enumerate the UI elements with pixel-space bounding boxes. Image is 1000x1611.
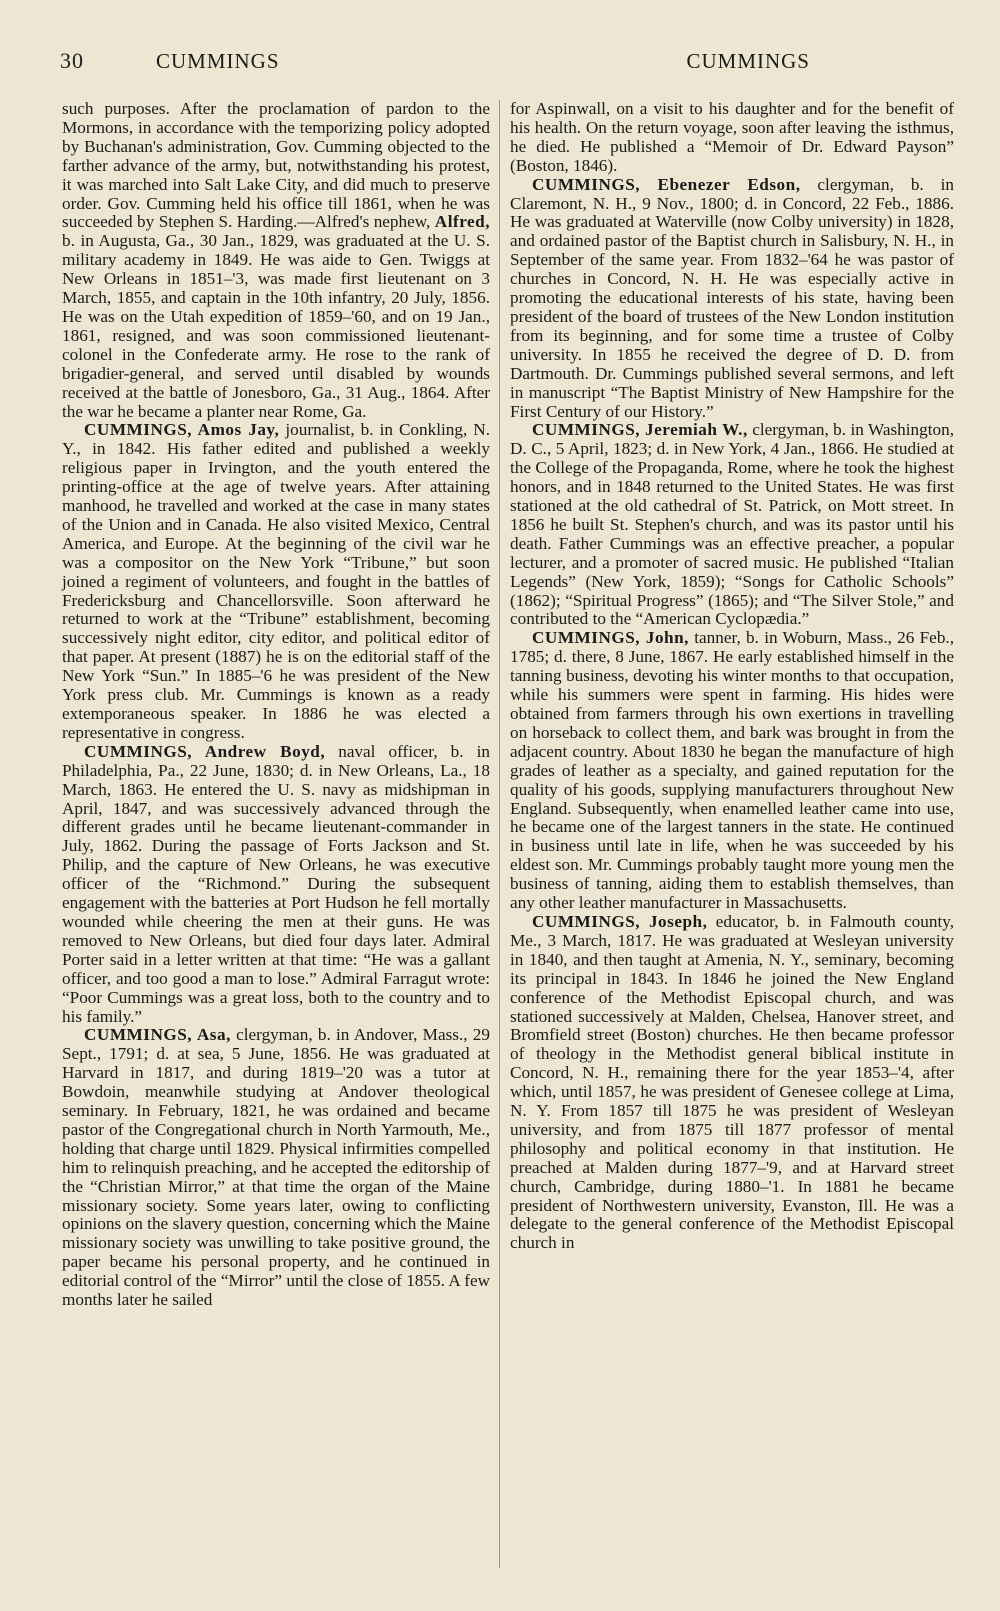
entry-text: clergyman, b. in Claremont, N. H., 9 Nov., 1800; d. in Concord, 22 Feb., 1886. He was graduated at Waterville (now Colby university) in 1828, and ordained pastor of the Baptist church in Salisbury, N. H., in September of the same year. From 1832–'64 he was pastor of churches in Concord, N. H. He was especially active in promoting the educational interests of his state, having been president of the board of trustees of the New London institution from its beginning, and for some time a trustee of Colby university. In 1855 he received the degree of D. D. from Dartmouth. Dr. Cummings published several sermons, and left in manuscript “The Baptist Ministry of New Hampshire for the First Century of our History.” <box>510 174 955 421</box>
entry-asa-continued <box>510 100 954 176</box>
entry-text: tanner, b. in Woburn, Mass., 26 Feb., 1785; d. there, 8 June, 1867. He early established himself in the tanning business, devoting his winter months to that occupation, while his summers were spent in farming. His hides were obtained from farmers through his own exertions in travelling on horseback to collect them, and bark was brought in from the adjacent country. About 1830 he began the manufacture of high grades of leather as a specialty, and gained reputation for the quality of his goods, supplying manufacturers throughout New England. Subsequently, when enamelled leather came into use, he became one of the largest tanners in the state. He continued in business until late in life, when he was succeeded by his eldest son. Mr. Cummings probably taught more young men the business of tanning, aiding them to establish themselves, than any other leather manufacturer in Massachusetts. <box>510 628 955 913</box>
entry-name: CUMMINGS, John, <box>532 628 689 648</box>
right-column <box>510 100 954 1253</box>
entry-text: educator, b. in Falmouth county, Me., 3 March, 1817. He was graduated at Wesleyan university in 1840, and then taught at Amenia, N. Y., seminary, becoming its principal in 1843. In 1846 he joined the New England conference of the Methodist Episcopal church, and was stationed successively at Malden, Chelsea, Hanover street, and Bromfield street (Boston) churches. He then became professor of theology in the Methodist general biblical institute in Concord, N. H., remaining there for the year 1853–'4, after which, until 1857, he was president of Genesee college at Lima, N. Y. From 1857 till 1875 he was president of Wesleyan university, and from 1875 till 1877 professor of mental philosophy and political economy in that institution. He preached at Malden during 1877–'9, and at Harvard street church, Cambridge, during 1880–'1. In 1881 he became president of Northwestern university, Evanston, Ill. He was a delegate to the general conference of the Methodist Episcopal church in <box>510 911 955 1253</box>
entry-text: journalist, b. in Conkling, N. Y., in 1842. His father edited and published a weekly religious paper in Irvington, and the youth entered the printing-office at the age of twelve years. After attaining manhood, he travelled and worked at the case in many states of the Union and in Canada. He also visited Mexico, Central America, and Europe. At the beginning of the civil war he was a compositor on the New York “Tribune,” but soon joined a regiment of volunteers, and fought in the battles of Fredericksburg and Chancellorsville. Soon afterward he returned to work at the “Tribune” establishment, becoming successively night editor, city editor, and political editor of that paper. At present (1887) he is on the editorial staff of the New York “Sun.” In 1885–'6 he was president of the New York press club. Mr. Cummings is known as a ready extemporaneous speaker. In 1886 he was elected a representative in congress. <box>62 420 490 742</box>
entry-name: CUMMINGS, Asa, <box>84 1025 231 1045</box>
right-running-head: CUMMINGS <box>686 49 810 73</box>
entry-text: for Aspinwall, on a visit to his daughter and for the benefit of his health. On the return voyage, soon after leaving the isthmus, he died. He published a “Memoir of Dr. Edward Payson” (Boston, 1846). <box>510 99 954 175</box>
left-running-head: CUMMINGS <box>156 49 280 73</box>
entry-text: b. in Augusta, Ga., 30 Jan., 1829, was graduated at the U. S. military academy in 1849. He was aide to Gen. Twiggs at New Orleans in 1851–'3, was made first lieutenant on 3 March, 1855, and captain in the 10th infantry, 20 July, 1856. He was on the Utah expedition of 1859–'60, and on 19 Jan., 1861, resigned, and was soon commissioned lieutenant-colonel in the Confederate army. He rose to the rank of brigadier-general, and served until disabled by wounds received at the battle of Jonesboro, Ga., 31 Aug., 1864. After the war he became a planter near Rome, Ga. <box>62 231 490 421</box>
entry-joseph <box>510 913 954 1253</box>
entry-text: naval officer, b. in Philadelphia, Pa., 22 June, 1830; d. in New Orleans, La., 18 March, 1863. He entered the U. S. navy as midshipman in April, 1847, and was successively advanced through the different grades until he became lieutenant-commander in July, 1862. During the passage of Forts Jackson and St. Philip, and the capture of New Orleans, he was executive officer of the “Richmond.” During the subsequent engagement with the batteries at Port Hudson he fell mortally wounded while cheering the men at their guns. He was removed to New Orleans, but died four days later. Admiral Porter said in a letter written at that time: “He was a gallant officer, and too good a man to lose.” Admiral Farragut wrote: “Poor Cummings was a great loss, both to the country and to his family.” <box>62 741 490 1026</box>
entry-text: such purposes. After the proclamation of pardon to the Mormons, in accordance with the temporizing policy adopted by Buchanan's administration, Gov. Cumming objected to the farther advance of the army, but, notwithstanding his protest, it was marched into Salt Lake City, and did much to preserve order. Gov. Cumming held his office till 1861, when he was succeeded by Stephen S. Harding.—Alfred's nephew, <box>62 99 490 232</box>
entry-name: CUMMINGS, Jeremiah W., <box>532 420 748 440</box>
column-divider <box>499 100 500 1568</box>
entry-amos-jay <box>62 421 490 742</box>
entry-name: CUMMINGS, Joseph, <box>532 911 708 931</box>
entry-jeremiah-w <box>510 421 954 629</box>
page-number: 30 <box>60 48 84 73</box>
entry-cumming-alfred <box>62 100 490 421</box>
entry-text: clergyman, b. in Washington, D. C., 5 April, 1823; d. in New York, 4 Jan., 1866. He studied at the College of the Propaganda, Rome, where he took the highest honors, and in 1848 returned to the United States. He was first stationed at the old cathedral of St. Patrick, on Mott street. In 1856 he built St. Stephen's church, and was its pastor until his death. Father Cummings was an effective preacher, a popular lecturer, and a promoter of sacred music. He published “Italian Legends” (New York, 1859); “Songs for Catholic Schools” (1862); “Spiritual Progress” (1865); and “The Silver Stole,” and contributed to the “American Cyclopædia.” <box>510 420 954 629</box>
entry-andrew-boyd <box>62 743 490 1027</box>
entry-asa <box>62 1026 490 1310</box>
entry-name: CUMMINGS, Andrew Boyd, <box>84 741 326 761</box>
entry-john <box>510 629 954 913</box>
left-column <box>62 100 490 1310</box>
entry-text: clergyman, b. in Andover, Mass., 29 Sept., 1791; d. at sea, 5 June, 1856. He was graduated at Harvard in 1817, and during 1819–'20 was a tutor at Bowdoin, meanwhile studying at Andover theological seminary. In February, 1821, he was ordained and became pastor of the Congregational church in North Yarmouth, Me., holding that charge until 1829. Physical infirmities compelled him to relinquish preaching, and he accepted the editorship of the “Christian Mirror,” at that time the organ of the Maine missionary society. Some years later, owing to conflicting opinions on the slavery question, concerning which the Maine missionary society was unwilling to take positive ground, the paper became his personal property, and he continued in editorial control of the “Mirror” until the close of 1855. A few months later he sailed <box>62 1025 490 1310</box>
entry-name: Alfred, <box>434 212 490 232</box>
entry-name: CUMMINGS, Amos Jay, <box>84 420 280 440</box>
entry-ebenezer-edson <box>510 176 954 422</box>
entry-name: CUMMINGS, Ebenezer Edson, <box>532 174 801 194</box>
running-header <box>60 48 810 74</box>
